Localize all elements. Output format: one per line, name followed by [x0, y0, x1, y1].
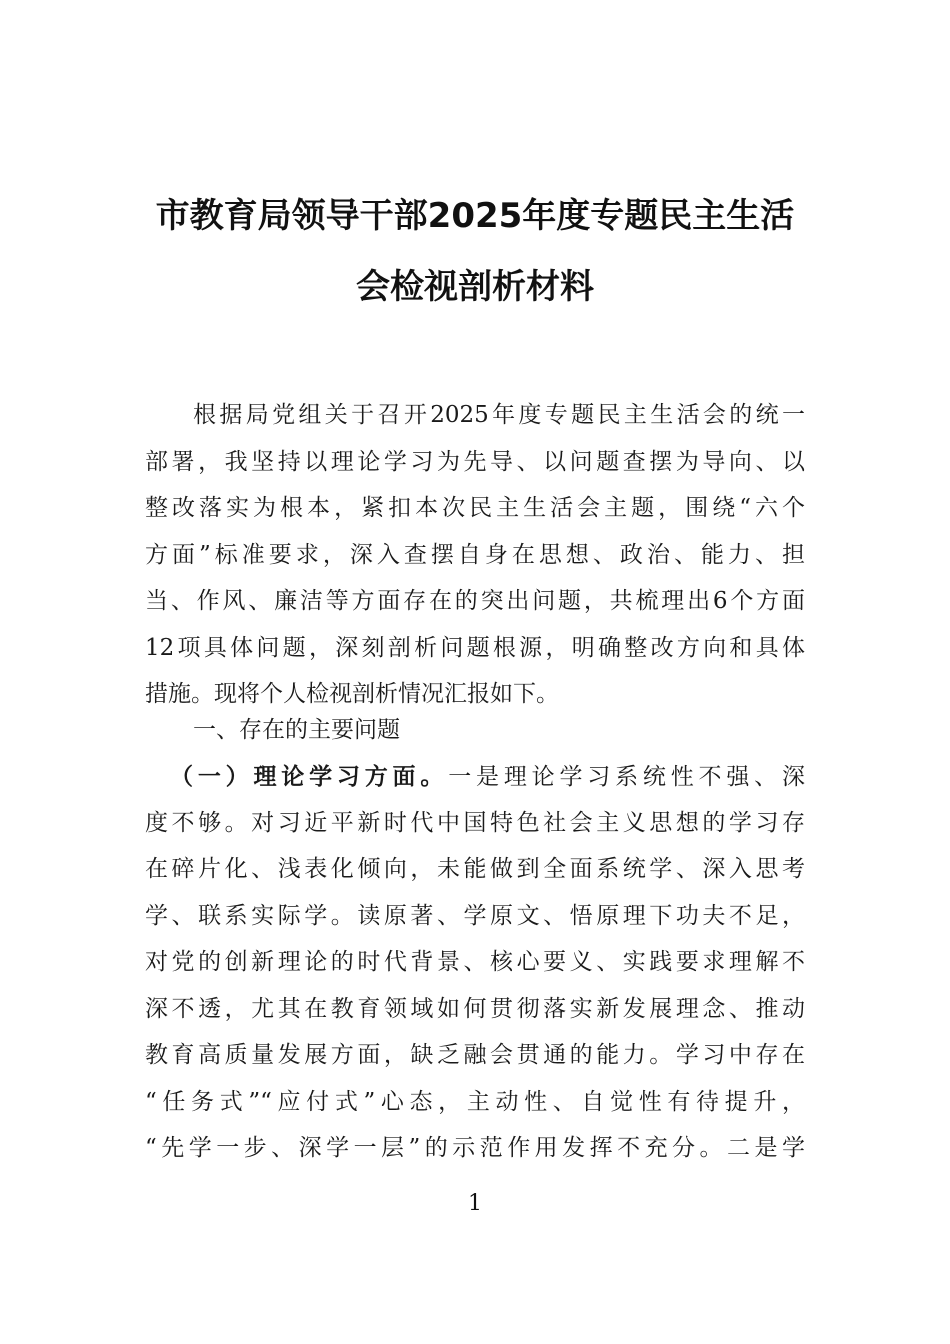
intro-line: 部署，我坚持以理论学习为先导、以问题查摆为导向、以 — [145, 449, 805, 475]
subsection-first-line-text: 一是理论学习系统性不强、深 — [448, 764, 806, 790]
document-title-line-1: 市教育局领导干部2025年度专题民主生活 — [155, 196, 795, 236]
intro-line: 措施。现将个人检视剖析情况汇报如下。 — [145, 681, 559, 707]
intro-line: 12项具体问题，深刻剖析问题根源，明确整改方向和具体 — [145, 635, 805, 661]
page-number: 1 — [468, 1191, 482, 1216]
body-line: 度不够。对习近平新时代中国特色社会主义思想的学习存 — [145, 810, 805, 836]
subsection-first-line — [170, 765, 805, 789]
body-line: 在碎片化、浅表化倾向，未能做到全面系统学、深入思考 — [145, 856, 805, 882]
intro-line: 整改落实为根本，紧扣本次民主生活会主题，围绕“六个 — [145, 495, 805, 521]
body-line: “先学一步、深学一层”的示范作用发挥不充分。二是学 — [145, 1135, 805, 1161]
intro-line: 根据局党组关于召开2025年度专题民主生活会的统一 — [193, 402, 805, 428]
body-line: 教育高质量发展方面，缺乏融会贯通的能力。学习中存在 — [145, 1042, 805, 1068]
body-line: “任务式”“应付式”心态，主动性、自觉性有待提升， — [145, 1089, 805, 1115]
body-line: 深不透，尤其在教育领域如何贯彻落实新发展理念、推动 — [145, 996, 805, 1022]
body-line: 对党的创新理论的时代背景、核心要义、实践要求理解不 — [145, 949, 805, 975]
section-heading: 一、存在的主要问题 — [193, 717, 400, 743]
body-line: 学、联系实际学。读原著、学原文、悟原理下功夫不足， — [145, 903, 805, 929]
intro-line: 方面”标准要求，深入查摆自身在思想、政治、能力、担 — [145, 542, 805, 568]
intro-line: 当、作风、廉洁等方面存在的突出问题，共梳理出6个方面 — [145, 588, 805, 614]
document-title-line-2: 会检视剖析材料 — [356, 267, 594, 307]
subsection-label: （一）理论学习方面。 — [170, 763, 449, 790]
